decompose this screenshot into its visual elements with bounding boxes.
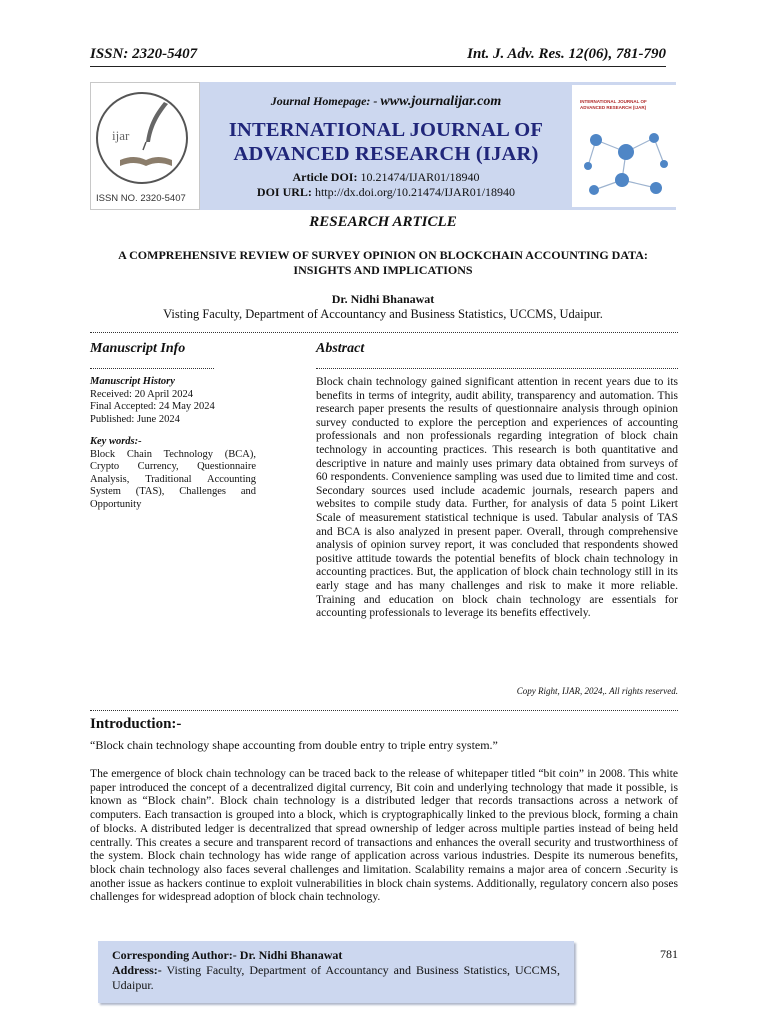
author-address: [112, 963, 560, 993]
keywords-label: Key words:-: [90, 436, 142, 447]
divider-manuscript: [90, 358, 214, 369]
address-text: Visting Faculty, Department of Accountancy and Business Statistics, UCCMS, Udaipur.: [112, 963, 560, 992]
article-title-line1: A COMPREHENSIVE REVIEW OF SURVEY OPINION ON BLOCKCHAIN ACCOUNTING DATA:: [118, 248, 648, 262]
doi-url-link[interactable]: http://dx.doi.org/10.21474/IJAR01/18940: [314, 185, 516, 199]
journal-title: [200, 118, 572, 166]
author-affiliation: Visting Faculty, Department of Accountancy and Business Statistics, UCCMS, Udaipur.: [163, 307, 603, 321]
doi-url-label: DOI URL:: [256, 185, 312, 199]
copyright-note: Copy Right, IJAR, 2024,. All rights reserved.: [516, 686, 678, 696]
logo-issn: ISSN NO. 2320-5407: [96, 193, 186, 204]
divider-top: [90, 322, 678, 333]
doi-value: 10.21474/IJAR01/18940: [360, 170, 480, 184]
received-date: Received: 20 April 2024: [90, 388, 193, 400]
article-title-line2: INSIGHTS AND IMPLICATIONS: [293, 263, 473, 277]
doi-label: Article DOI:: [292, 170, 358, 184]
manuscript-info-heading: Manuscript Info: [90, 341, 186, 356]
homepage-label: Journal Homepage: -: [270, 94, 378, 108]
running-header: [90, 46, 666, 67]
accepted-date: Final Accepted: 24 May 2024: [90, 401, 215, 412]
abstract-text: Block chain technology gained significant attention in recent years due to its benefits in terms of integrity, audit ability, transparency and automation. This research paper presents the results of questionnaire analysis through opinion survey conducted to explore the perception and experiences of accounting professionals and non professionals regarding integration of block chain technology in accounting practices. This research is both quantitative and descriptive in nature and mainly uses primary data obtained from surveys of 60 respondents. Convenience sampling was used due to limited time and cost. Secondary sources used include academic journals, research papers and websites to compile study data. Further, for analysis of data 5 point Likert Scale of measurement statistical technique is used. Tabular analysis of TAS and BCA is also analyzed in present paper. Overall, through comprehensive analysis of opinion survey report, it was concluded that respondents showed positive attitude towards the potential benefits of block chain technology in accounting practices. But, the application of block chain technology still in its early stage and has many challenges and risk to make it more reliable. Training and education on block chain technology are essentials for accounting professionals to leverage its benefits effectively.: [316, 376, 678, 620]
cover-title: INTERNATIONAL JOURNAL OF ADVANCED RESEARCH (IJAR): [580, 99, 647, 110]
author-block: [90, 292, 676, 322]
divider-bottom: [90, 700, 678, 711]
page-number: 781: [660, 947, 678, 961]
corresponding-author-box: [98, 941, 574, 1003]
journal-title-line2: ADVANCED RESEARCH (IJAR): [233, 143, 539, 165]
issn-text: ISSN: 2320-5407: [90, 46, 198, 62]
history-label: Manuscript History: [90, 376, 175, 387]
introduction-quote: “Block chain technology shape accounting from double entry to triple entry system.”: [90, 738, 498, 752]
published-date: Published: June 2024: [90, 413, 180, 425]
article-type: RESEARCH ARTICLE: [309, 214, 457, 230]
journal-title-line1: INTERNATIONAL JOURNAL OF: [228, 119, 544, 141]
journal-homepage: [200, 94, 572, 110]
divider-abstract: [316, 358, 678, 369]
manuscript-info: [90, 376, 256, 511]
article-title: [90, 248, 676, 278]
author-name: Dr. Nidhi Bhanawat: [331, 292, 435, 306]
homepage-link[interactable]: www.journalijar.com: [380, 94, 502, 109]
introduction-heading: Introduction:-: [90, 716, 182, 732]
introduction-paragraph: The emergence of block chain technology can be traced back to the release of whitepaper titled “bit coin” in 2008. This white paper introduced the concept of a decentralized digital currency, Bit coin and underlying technology that made it possible, is known as “Block chain”. Block chain technology is a distributed ledger that records transactions across a network of computers. Each transaction is grouped into a block, which is cryptographically linked to the previous block, forming a chain of blocks. A distributed ledger is decentralized that spread ownership of ledger across multiple parties instead of being held centrally. This creates a secure and transparent record of transactions and enhances the overall security and trustworthiness of the system. Block chain technology has wide range of application across various industries. Despite its numerous benefits, block chain technology also faces several challenges and limitation. Scalability remains a major area of concern .Security is another issue as hackers continue to exploit vulnerabilities in block chain systems. Additionally, regulatory concern also poses challenges for widespread adoption of block chain technology.: [90, 767, 678, 904]
abstract-heading: Abstract: [316, 341, 365, 356]
doi-block: [200, 170, 572, 200]
corresponding-author: Corresponding Author:- Dr. Nidhi Bhanawat: [112, 948, 343, 962]
address-label: Address:-: [112, 963, 162, 977]
logo-text: ijar: [112, 128, 130, 143]
molecule-icon: [576, 118, 674, 206]
keywords-list: Block Chain Technology (BCA), Crypto Currency, Questionnaire Analysis, Traditional Accounting System (TAS), Challenges and Opportunity: [90, 448, 256, 510]
citation-text: Int. J. Adv. Res. 12(06), 781-790: [467, 46, 666, 62]
